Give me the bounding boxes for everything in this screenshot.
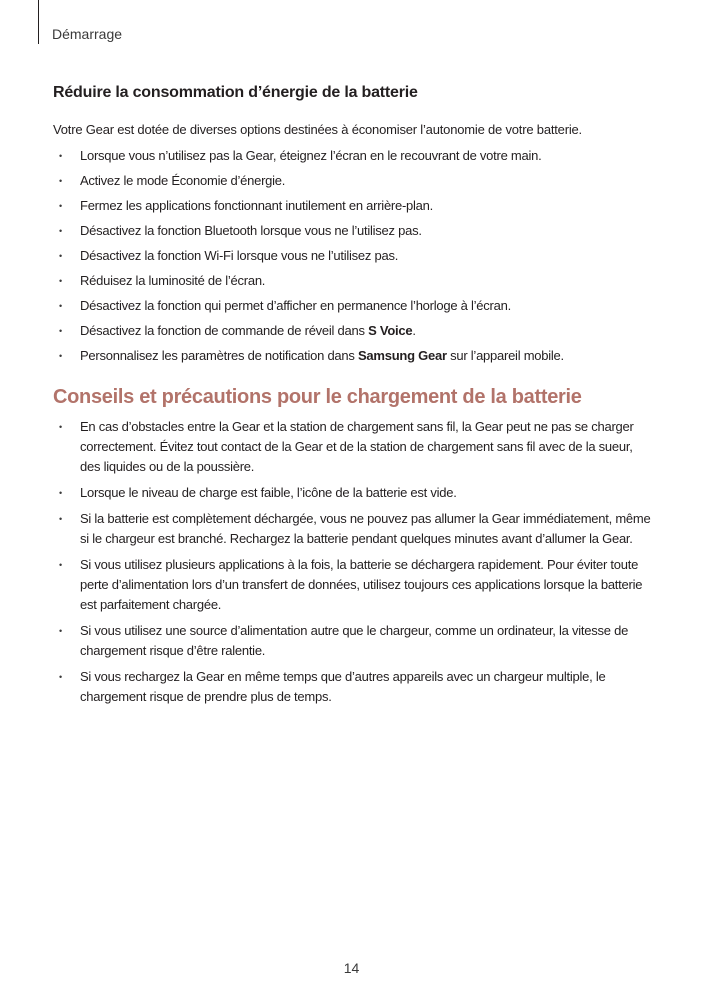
page-number: 14 — [343, 960, 360, 976]
list-item: • Si vous rechargez la Gear en même temps que d’autres appareils avec un chargeur multiple, le chargement risque de prendre plus de temps. — [53, 667, 653, 707]
charging-tips-heading: Conseils et précautions pour le chargement de la batterie — [53, 386, 582, 408]
list-item: • Si vous utilisez plusieurs applications à la fois, la batterie se déchargera rapidement. Pour éviter toute perte d’alimentation lors d’un transfert de données, utilisez toujours ces applications lorsque la batterie est parfaitement chargée. — [53, 555, 653, 615]
samsung-gear-label: Samsung Gear — [358, 348, 447, 363]
s-voice-label: S Voice — [368, 323, 413, 338]
battery-saving-list — [53, 146, 653, 366]
header-rule — [38, 0, 39, 44]
page-header-title: Démarrage — [52, 26, 123, 42]
list-item: • Désactivez la fonction qui permet d’afficher en permanence l’horloge à l’écran. — [53, 296, 653, 316]
battery-saving-heading: Réduire la consommation d’énergie de la batterie — [53, 84, 418, 101]
list-item: • En cas d’obstacles entre la Gear et la station de chargement sans fil, la Gear peut ne pas se charger correctement. Évitez tout contact de la Gear et de la station de chargement sans fil avec de la sueur, des liquides ou de la poussière. — [53, 417, 653, 477]
battery-saving-intro: Votre Gear est dotée de diverses options destinées à économiser l’autonomie de votre batterie. — [53, 122, 582, 137]
charging-tips-list — [53, 417, 653, 707]
list-item: • Réduisez la luminosité de l’écran. — [53, 271, 653, 291]
list-item: • Lorsque vous n’utilisez pas la Gear, éteignez l’écran en le recouvrant de votre main. — [53, 146, 653, 166]
list-item: • Personnalisez les paramètres de notification dans Samsung Gear sur l’appareil mobile. — [53, 346, 653, 366]
list-item: • Désactivez la fonction Bluetooth lorsque vous ne l’utilisez pas. — [53, 221, 653, 241]
list-item: • Fermez les applications fonctionnant inutilement en arrière-plan. — [53, 196, 653, 216]
list-item: • Activez le mode Économie d’énergie. — [53, 171, 653, 191]
list-item: • Désactivez la fonction Wi-Fi lorsque vous ne l’utilisez pas. — [53, 246, 653, 266]
list-item: • Si vous utilisez une source d’alimentation autre que le chargeur, comme un ordinateur, la vitesse de chargement risque d’être ralentie. — [53, 621, 653, 661]
list-item: • Lorsque le niveau de charge est faible, l’icône de la batterie est vide. — [53, 483, 653, 503]
page-content — [53, 84, 653, 713]
list-item: • Si la batterie est complètement déchargée, vous ne pouvez pas allumer la Gear immédiatement, même si le chargeur est branché. Rechargez la batterie pendant quelques minutes avant d’allumer la Gear. — [53, 509, 653, 549]
list-item: • Désactivez la fonction de commande de réveil dans S Voice. — [53, 321, 653, 341]
